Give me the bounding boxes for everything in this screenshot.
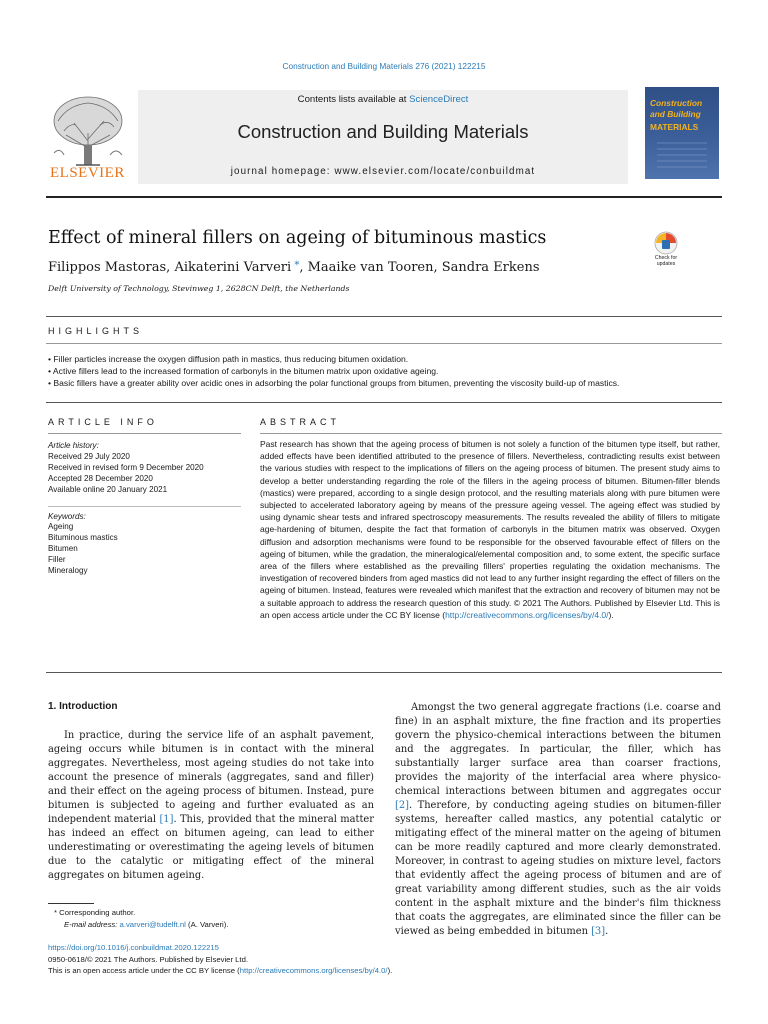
- affiliation: Delft University of Technology, Stevinweg 1, 2628CN Delft, the Netherlands: [48, 284, 350, 293]
- badge-label: Check for updates: [654, 255, 678, 267]
- license-link[interactable]: http://creativecommons.org/licenses/by/4.0/: [445, 609, 609, 620]
- contents-line: [138, 94, 628, 105]
- article-title: Effect of mineral fillers on ageing of bituminous mastics: [48, 228, 547, 248]
- cover-subtitle: MATERIALS: [650, 122, 699, 132]
- email-suffix: (A. Varveri).: [185, 920, 229, 929]
- intro-left-text: In practice, during the service life of an asphalt pavement, ageing occurs while bitumen is in contact with the mineral aggregates. Nevertheless, most ageing studies do not take into account the presence of minerals (aggregates, sand and filler) and their effect on the ageing process of bitumen. Instead, pure bitumen is subjected to ageing and further evaluated as an independent material: [48, 730, 374, 825]
- history-1: Received 29 July 2020: [48, 452, 130, 461]
- issn-line: 0950-0618/© 2021 The Authors. Published by Elsevier Ltd.: [48, 955, 248, 964]
- keyword-5: Mineralogy: [48, 566, 88, 575]
- journal-homepage[interactable]: journal homepage: www.elsevier.com/locate/conbuildmat: [230, 166, 536, 177]
- highlight-3: • Basic fillers have a greater ability over acidic ones in adsorbing the polar functional groups from bitumen, preventing the viscosity build-up of mastics.: [48, 378, 620, 388]
- ref-3-link[interactable]: [3]: [591, 926, 606, 937]
- email-label: E-mail address:: [64, 920, 120, 929]
- cover-title: Construction and Building: [650, 98, 703, 119]
- article-authors: [48, 260, 540, 275]
- ref-2-link[interactable]: [2]: [395, 800, 409, 811]
- footnote-corresponding: [54, 908, 135, 917]
- check-for-updates-badge[interactable]: [647, 230, 685, 268]
- keywords-label: Keywords:: [48, 512, 86, 521]
- rule-abstract: [260, 433, 722, 434]
- footnote-mark: *: [54, 908, 57, 917]
- authors-part1: Filippos Mastoras, Aikaterini Varveri: [48, 260, 292, 275]
- rule-keywords: [48, 506, 241, 507]
- intro-right-text-3: .: [605, 926, 609, 937]
- intro-right-paragraph: [395, 701, 721, 939]
- journal-citation[interactable]: Construction and Building Materials 276 (2021) 122215: [282, 61, 486, 71]
- abstract-text: Past research has shown that the ageing process of bitumen is not solely a function of the bitumen type itself, but rather, added effects have been identified attributed to the presence of fillers. Nevertheless, contradicting results exist between the various studies with respect to the implications of fillers on the ageing process of bitumen. The present study aims to develop a better understanding regarding the role of the fillers in the ageing process of bitumen. Bitumen-filler blends (mastics) were prepared, according to a single design protocol, and the resulting materials along with pure bitumen were subjected to accelerated laboratory ageing by means of the pressure ageing vessel. The ageing effect was studied by using dynamic shear tests and infrared spectroscopy measurements. The results revealed the ability of fillers to mitigate age-hardening of bitumen, despite the fact that formation of carbonyls in the bitumen matrix was observed. Oxygen diffusion and adsorption mechanisms were found to be responsible for the observed favourable effect of fillers on the ageing of bitumen, while the gradation, the mineralogical/elemental composition and, to some extent, the specific surface area of the fillers where established as the prevailing fillers' properties regulating the oxidation mechanisms. The investigation of recovered binders from aged mastics did not lead to any further insight regarding the effect of fillers on the ageing of bitumen. Instead, features were revealed which manifest that the extraction and recovery of bitumen may not be a suitable approach to address the research question of this study.: [260, 439, 720, 608]
- highlights-heading: HIGHLIGHTS: [48, 326, 144, 336]
- keyword-1: Ageing: [48, 522, 74, 531]
- history-4: Available online 20 January 2021: [48, 485, 168, 494]
- intro-heading: 1. Introduction: [48, 701, 118, 712]
- keyword-2: Bituminous mastics: [48, 533, 118, 542]
- license-prefix: © 2021 The Authors. Published by Elsevier Ltd. This is an open access article under the CC BY license (: [260, 597, 720, 620]
- rule-info: [48, 433, 241, 434]
- doi-link[interactable]: https://doi.org/10.1016/j.conbuildmat.2020.122215: [48, 943, 219, 952]
- keyword-3: Bitumen: [48, 544, 78, 553]
- keyword-4: Filler: [48, 555, 66, 564]
- footnote-email-line: [64, 920, 228, 929]
- license-suffix: ).: [608, 609, 614, 620]
- footnote-rule: [48, 903, 94, 904]
- history-3: Accepted 28 December 2020: [48, 474, 153, 483]
- header-rule: [46, 196, 722, 198]
- highlight-2: • Active fillers lead to the increased formation of carbonyls in the bitumen matrix upon oxidative ageing.: [48, 366, 439, 376]
- rule-abstract-bottom: [46, 672, 722, 673]
- oa-suffix: ).: [387, 966, 393, 975]
- intro-left-text-2: . This, provided that the mineral matter has indeed an effect on bitumen ageing, can lead to either underestimating or overestimating the ageing levels of bitumen due to the catalytic or mitigating effect of the mineral aggregates on bitumen ageing.: [48, 814, 374, 881]
- abstract-heading: ABSTRACT: [260, 417, 341, 427]
- journal-cover-image: [645, 87, 719, 179]
- abstract-body: [260, 438, 720, 621]
- intro-right-text-2: . Therefore, by conducting ageing studies on bitumen-filler systems, hereafter called mastics, any potential catalytic or mitigating effect of the mineral matter on the ageing of bitumen can be more readily captured and more clearly demonstrated. Moreover, in contrast to ageing studies on mixture level, factors that evidently affect the ageing process of bitumen and are of great variability among different studies, such as the air voids content in the asphalt mixture and the binder's film thickness that coats the aggregates, are eliminated since the filler can be viewed as being embedded in bitumen: [395, 800, 721, 937]
- publisher-name: ELSEVIER: [50, 165, 125, 181]
- oa-prefix: This is an open access article under the CC BY license (: [48, 966, 240, 975]
- intro-right-text: Amongst the two general aggregate fractions (i.e. coarse and fine) in an asphalt mixture, the fine fraction and its properties govern the physico-chemical interactions between the bitumen and the aggregates. In particular, the filler, which has substantially larger surface area than coarser fractions, provides the majority of the interfacial area where physico-chemical interactions between bitumen and aggregates occur: [395, 702, 721, 797]
- open-access-line: [48, 966, 392, 975]
- history-label: Article history:: [48, 441, 99, 450]
- oa-license-link[interactable]: http://creativecommons.org/licenses/by/4.0/: [239, 966, 388, 975]
- elsevier-logo: [46, 93, 130, 183]
- email-link[interactable]: a.varveri@tudelft.nl: [119, 920, 186, 929]
- cover-pattern-icon: [657, 139, 707, 171]
- rule-highlights-inner: [46, 343, 722, 344]
- highlight-1: • Filler particles increase the oxygen diffusion path in mastics, thus reducing bitumen oxidation.: [48, 354, 409, 364]
- contents-prefix: Contents lists available at: [297, 94, 410, 105]
- footnote-text: Corresponding author.: [59, 908, 136, 917]
- article-info-heading: ARTICLE INFO: [48, 417, 158, 427]
- rule-highlights-top: [46, 316, 722, 317]
- authors-part2: , Maaike van Tooren, Sandra Erkens: [299, 260, 540, 275]
- journal-title: Construction and Building Materials: [237, 121, 529, 142]
- sciencedirect-link[interactable]: ScienceDirect: [409, 94, 469, 105]
- history-2: Received in revised form 9 December 2020: [48, 463, 204, 472]
- corresponding-mark[interactable]: *: [291, 260, 300, 271]
- intro-left-paragraph: [48, 729, 374, 883]
- ref-1-link[interactable]: [1]: [159, 814, 174, 825]
- rule-info-top: [46, 402, 722, 403]
